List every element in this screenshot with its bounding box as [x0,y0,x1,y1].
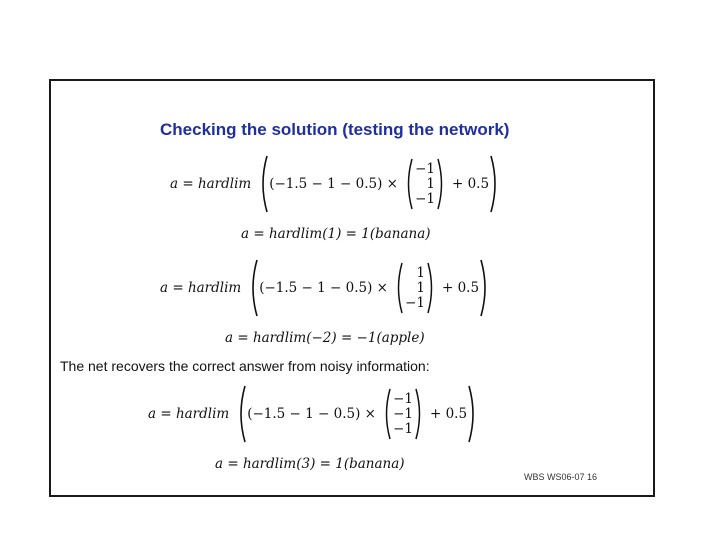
equation-2-lhs: a = hardlim [160,280,242,296]
vector-entry: 1 [416,279,425,296]
open-paren-vector-icon [394,261,404,315]
open-paren-outer-icon [235,384,247,444]
vector-entry: −1 [415,160,435,177]
slide-footer: WBS WS06-07 16 [524,472,598,482]
close-paren-vector-icon [426,261,436,315]
close-paren-vector-icon [436,157,446,211]
close-paren-outer-icon [467,384,479,444]
open-paren-outer-icon [247,258,259,318]
equation-3-row-vector: (−1.5 − 1 − 0.5) × [247,406,376,422]
equation-3-result: a = hardlim(3) = 1(banana) [215,456,405,472]
equation-1-result: a = hardlim(1) = 1(banana) [241,226,431,242]
open-paren-outer-icon [257,154,269,214]
vector-entry: −1 [393,420,413,437]
close-paren-outer-icon [479,258,491,318]
close-paren-vector-icon [414,387,424,441]
equation-2 [160,258,491,318]
equation-1-row-vector: (−1.5 − 1 − 0.5) × [269,176,398,192]
equation-2-bias: + 0.5 [441,280,480,296]
equation-2-result: a = hardlim(−2) = −1(apple) [225,330,425,346]
vector-entry: 1 [416,264,425,281]
equation-3 [148,384,479,444]
equation-3-column-vector [392,392,414,437]
vector-entry: 1 [426,175,435,192]
narrative-text: The net recovers the correct answer from noisy information: [60,358,430,374]
vector-entry: −1 [393,390,413,407]
slide-title: Checking the solution (testing the network) [160,120,510,139]
equation-2-column-vector [404,266,426,311]
open-paren-vector-icon [382,387,392,441]
equation-1 [170,154,501,214]
equation-1-lhs: a = hardlim [170,176,252,192]
open-paren-vector-icon [404,157,414,211]
vector-entry: −1 [415,190,435,207]
vector-entry: −1 [393,405,413,422]
equation-3-bias: + 0.5 [429,406,468,422]
close-paren-outer-icon [489,154,501,214]
equation-1-column-vector [414,162,436,207]
equation-1-bias: + 0.5 [451,176,490,192]
vector-entry: −1 [405,294,425,311]
equation-3-lhs: a = hardlim [148,406,230,422]
equation-2-row-vector: (−1.5 − 1 − 0.5) × [259,280,388,296]
